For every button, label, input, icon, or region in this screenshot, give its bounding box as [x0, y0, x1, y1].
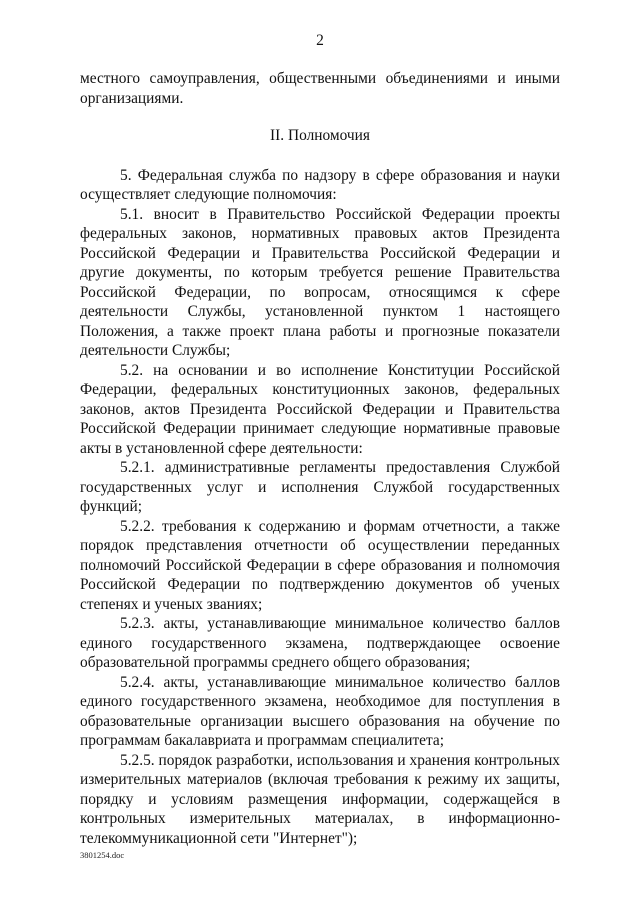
paragraph-5-2: 5.2. на основании и во исполнение Конституции Российской Федерации, федеральных конституционных законов, федеральных законов, актов Президента Российской Федерации и Правительства Российской Федерации принимает следующие нормативные правовые акты в установленной сфере деятельности: — [80, 361, 560, 457]
page-number: 2 — [316, 32, 324, 49]
paragraph-5-1: 5.1. вносит в Правительство Российской Федерации проекты федеральных законов, нормативных правовых актов Президента Российской Федерации и Правительства Российской Федерации и другие документы, по которым требуется решение Правительства Российской Федерации, по вопросам, относящимся к сфере деятельности Службы, установленной пунктом 1 настоящего Положения, а также проект плана работы и прогнозные показатели деятельности Службы; — [80, 205, 560, 359]
paragraph-5-2-4: 5.2.4. акты, устанавливающие минимальное количество баллов единого государственного экзамена, необходимое для поступления в образовательные организации высшего образования на обучение по программам бакалавриата и программам специалитета; — [80, 673, 560, 749]
section-heading: II. Полномочия — [270, 127, 370, 144]
paragraph-5-2-3: 5.2.3. акты, устанавливающие минимальное количество баллов единого государственного экзамена, подтверждающее освоение образовательной программы среднего общего образования; — [80, 615, 560, 671]
document-body — [80, 69, 560, 848]
paragraph-5-2-2: 5.2.2. требования к содержанию и формам отчетности, а также порядок представления отчетности об осуществлении переданных полномочий Российской Федерации в сфере образования и полномочия Российской Федерации по подтверждению документов об ученых степенях и ученых званиях; — [80, 517, 560, 613]
file-name-footer: 3801254.doc — [80, 850, 125, 860]
paragraph-intro: местного самоуправления, общественными объединениями и иными организациями. — [80, 70, 560, 107]
paragraph-5-2-5: 5.2.5. порядок разработки, использования и хранения контрольных измерительных материалов (включая требования к режиму их защиты, порядку и условиям размещения информации, содержащейся в контрольных измерительных материалах, в информационно-телекоммуникационной сети "Интернет"); — [80, 751, 560, 847]
paragraph-5: 5. Федеральная служба по надзору в сфере образования и науки осуществляет следующие полномочия: — [80, 166, 560, 203]
paragraph-5-2-1: 5.2.1. административные регламенты предоставления Службой государственных услуг и исполнения Службой государственных функций; — [80, 459, 560, 515]
